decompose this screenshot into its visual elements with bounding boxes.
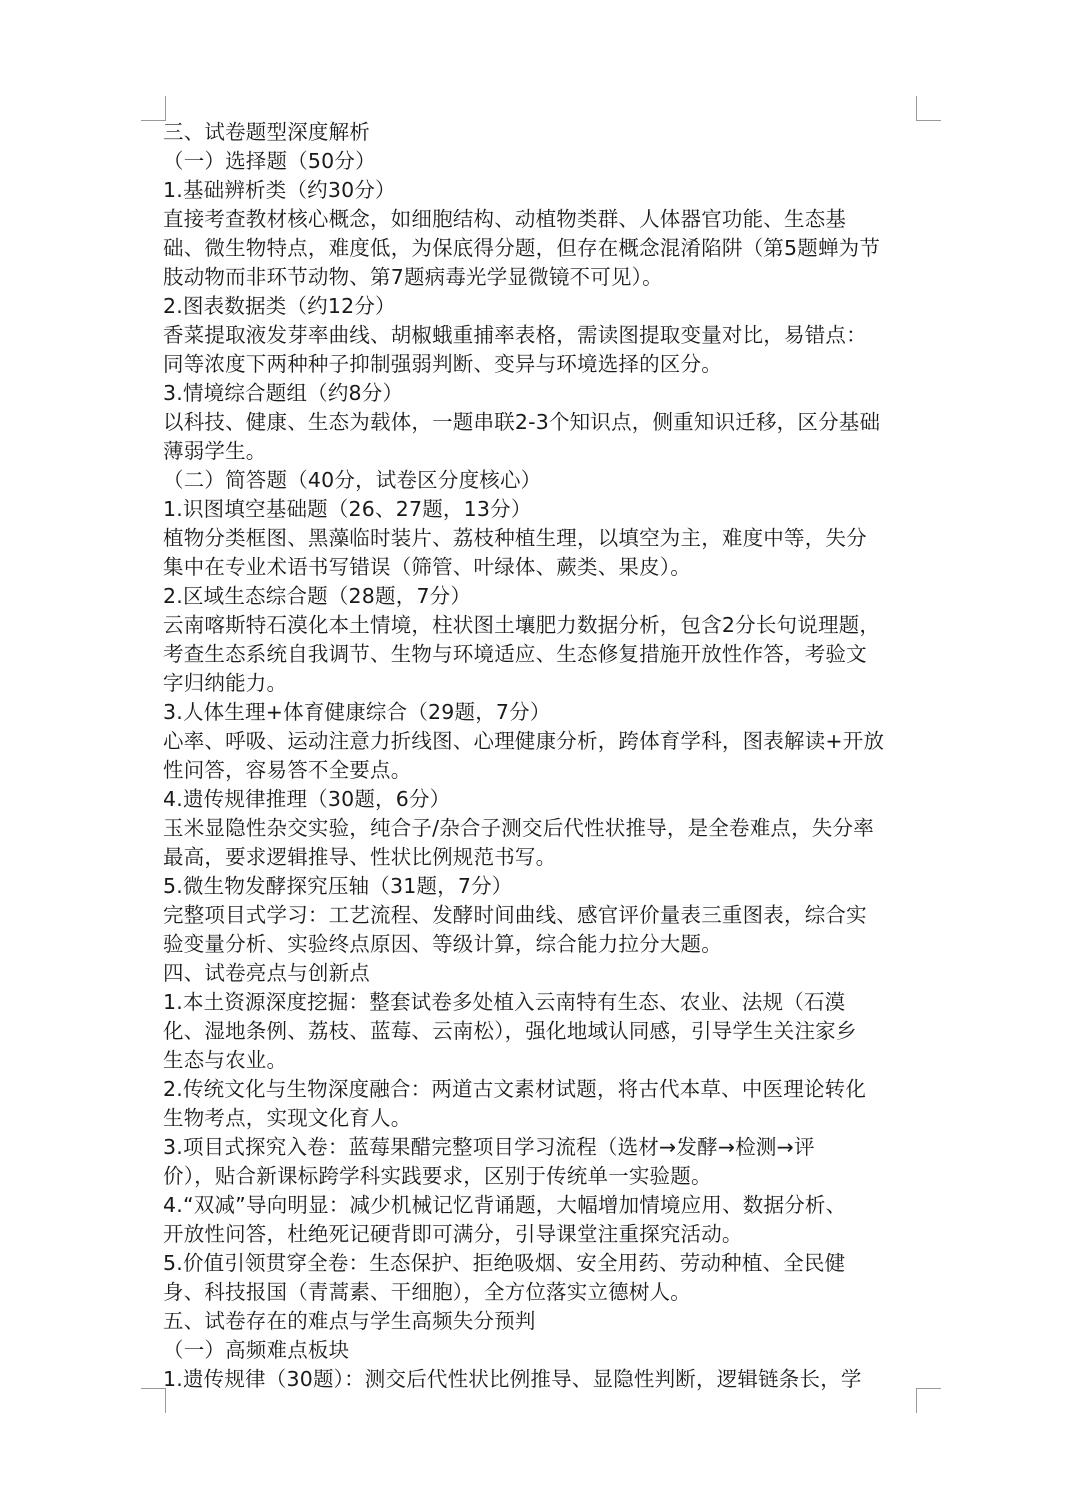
- subsection-heading: （一）高频难点板块: [163, 1338, 350, 1362]
- paragraph-line: 同等浓度下两种种子抑制强弱判断、变异与环境选择的区分。: [163, 352, 722, 376]
- paragraph-line: 生物考点，实现文化育人。: [163, 1106, 412, 1130]
- paragraph-line: 植物分类框图、黑藻临时装片、荔枝种植生理，以填空为主，难度中等，失分: [163, 526, 867, 550]
- paragraph-line: 开放性问答，杜绝死记硬背即可满分，引导课堂注重探究活动。: [163, 1222, 743, 1246]
- paragraph-line: 考查生态系统自我调节、生物与环境适应、生态修复措施开放性作答，考验文: [163, 642, 867, 666]
- paragraph-line: 3.项目式探究入卷：蓝莓果醋完整项目学习流程（选材→发酵→检测→评: [163, 1135, 815, 1159]
- subsection-heading: （二）简答题（40分，试卷区分度核心）: [163, 468, 542, 492]
- paragraph-line: 2.传统文化与生物深度融合：两道古文素材试题，将古代本草、中医理论转化: [163, 1077, 867, 1101]
- paragraph-line: 性问答，容易答不全要点。: [163, 758, 412, 782]
- paragraph-line: 价），贴合新课标跨学科实践要求，区别于传统单一实验题。: [163, 1164, 712, 1188]
- paragraph-line: 5.价值引领贯穿全卷：生态保护、拒绝吸烟、安全用药、劳动种植、全民健: [163, 1251, 846, 1275]
- document-body: [163, 118, 920, 1394]
- paragraph-line: 化、湿地条例、荔枝、蓝莓、云南松），强化地域认同感，引导学生关注家乡: [163, 1019, 857, 1043]
- paragraph-line: 玉米显隐性杂交实验，纯合子/杂合子测交后代性状推导，是全卷难点，失分率: [163, 816, 874, 840]
- paragraph-line: 1.本土资源深度挖掘：整套试卷多处植入云南特有生态、农业、法规（石漠: [163, 990, 846, 1014]
- item-heading: 1.基础辨析类（约30分）: [163, 178, 396, 202]
- item-heading: 5.微生物发酵探究压轴（31题，7分）: [163, 874, 513, 898]
- section-heading: 四、试卷亮点与创新点: [163, 961, 370, 985]
- paragraph-line: 香菜提取液发芽率曲线、胡椒蛾重捕率表格，需读图提取变量对比，易错点：: [163, 323, 867, 347]
- paragraph-line: 以科技、健康、生态为载体，一题串联2-3个知识点，侧重知识迁移，区分基础: [163, 410, 881, 434]
- item-heading: 3.人体生理+体育健康综合（29题，7分）: [163, 700, 551, 724]
- item-heading: 2.区域生态综合题（28题，7分）: [163, 584, 472, 608]
- paragraph-line: 验变量分析、实验终点原因、等级计算，综合能力拉分大题。: [163, 932, 722, 956]
- paragraph-line: 身、科技报国（青蒿素、干细胞），全方位落实立德树人。: [163, 1280, 691, 1304]
- paragraph-line: 肢动物而非环节动物、第7题病毒光学显微镜不可见）。: [163, 265, 663, 289]
- paragraph-line: 集中在专业术语书写错误（筛管、叶绿体、蕨类、果皮）。: [163, 555, 691, 579]
- paragraph-line: 字归纳能力。: [163, 671, 288, 695]
- paragraph-line: 心率、呼吸、运动注意力折线图、心理健康分析，跨体育学科，图表解读+开放: [163, 729, 885, 753]
- subsection-heading: （一）选择题（50分）: [163, 149, 376, 173]
- paragraph-line: 最高，要求逻辑推导、性状比例规范书写。: [163, 845, 557, 869]
- paragraph-line: 生态与农业。: [163, 1048, 288, 1072]
- paragraph-line: 直接考查教材核心概念，如细胞结构、动植物类群、人体器官功能、生态基: [163, 207, 847, 231]
- section-heading: 三、试卷题型深度解析: [163, 120, 370, 144]
- paragraph-line: 1.遗传规律（30题）：测交后代性状比例推导、显隐性判断，逻辑链条长，学: [163, 1367, 862, 1391]
- item-heading: 1.识图填空基础题（26、27题，13分）: [163, 497, 532, 521]
- item-heading: 3.情境综合题组（约8分）: [163, 381, 404, 405]
- paragraph-line: 云南喀斯特石漠化本土情境，柱状图土壤肥力数据分析，包含2分长句说理题，: [163, 613, 881, 637]
- section-heading: 五、试卷存在的难点与学生高频失分预判: [163, 1309, 536, 1333]
- paragraph-line: 薄弱学生。: [163, 439, 267, 463]
- item-heading: 4.遗传规律推理（30题，6分）: [163, 787, 451, 811]
- item-heading: 2.图表数据类（约12分）: [163, 294, 396, 318]
- paragraph-line: 4.“双减”导向明显：减少机械记忆背诵题，大幅增加情境应用、数据分析、: [163, 1193, 847, 1217]
- paragraph-line: 础、微生物特点，难度低，为保底得分题，但存在概念混淆陷阱（第5题蝉为节: [163, 236, 881, 260]
- paragraph-line: 完整项目式学习：工艺流程、发酵时间曲线、感官评价量表三重图表，综合实: [163, 903, 867, 927]
